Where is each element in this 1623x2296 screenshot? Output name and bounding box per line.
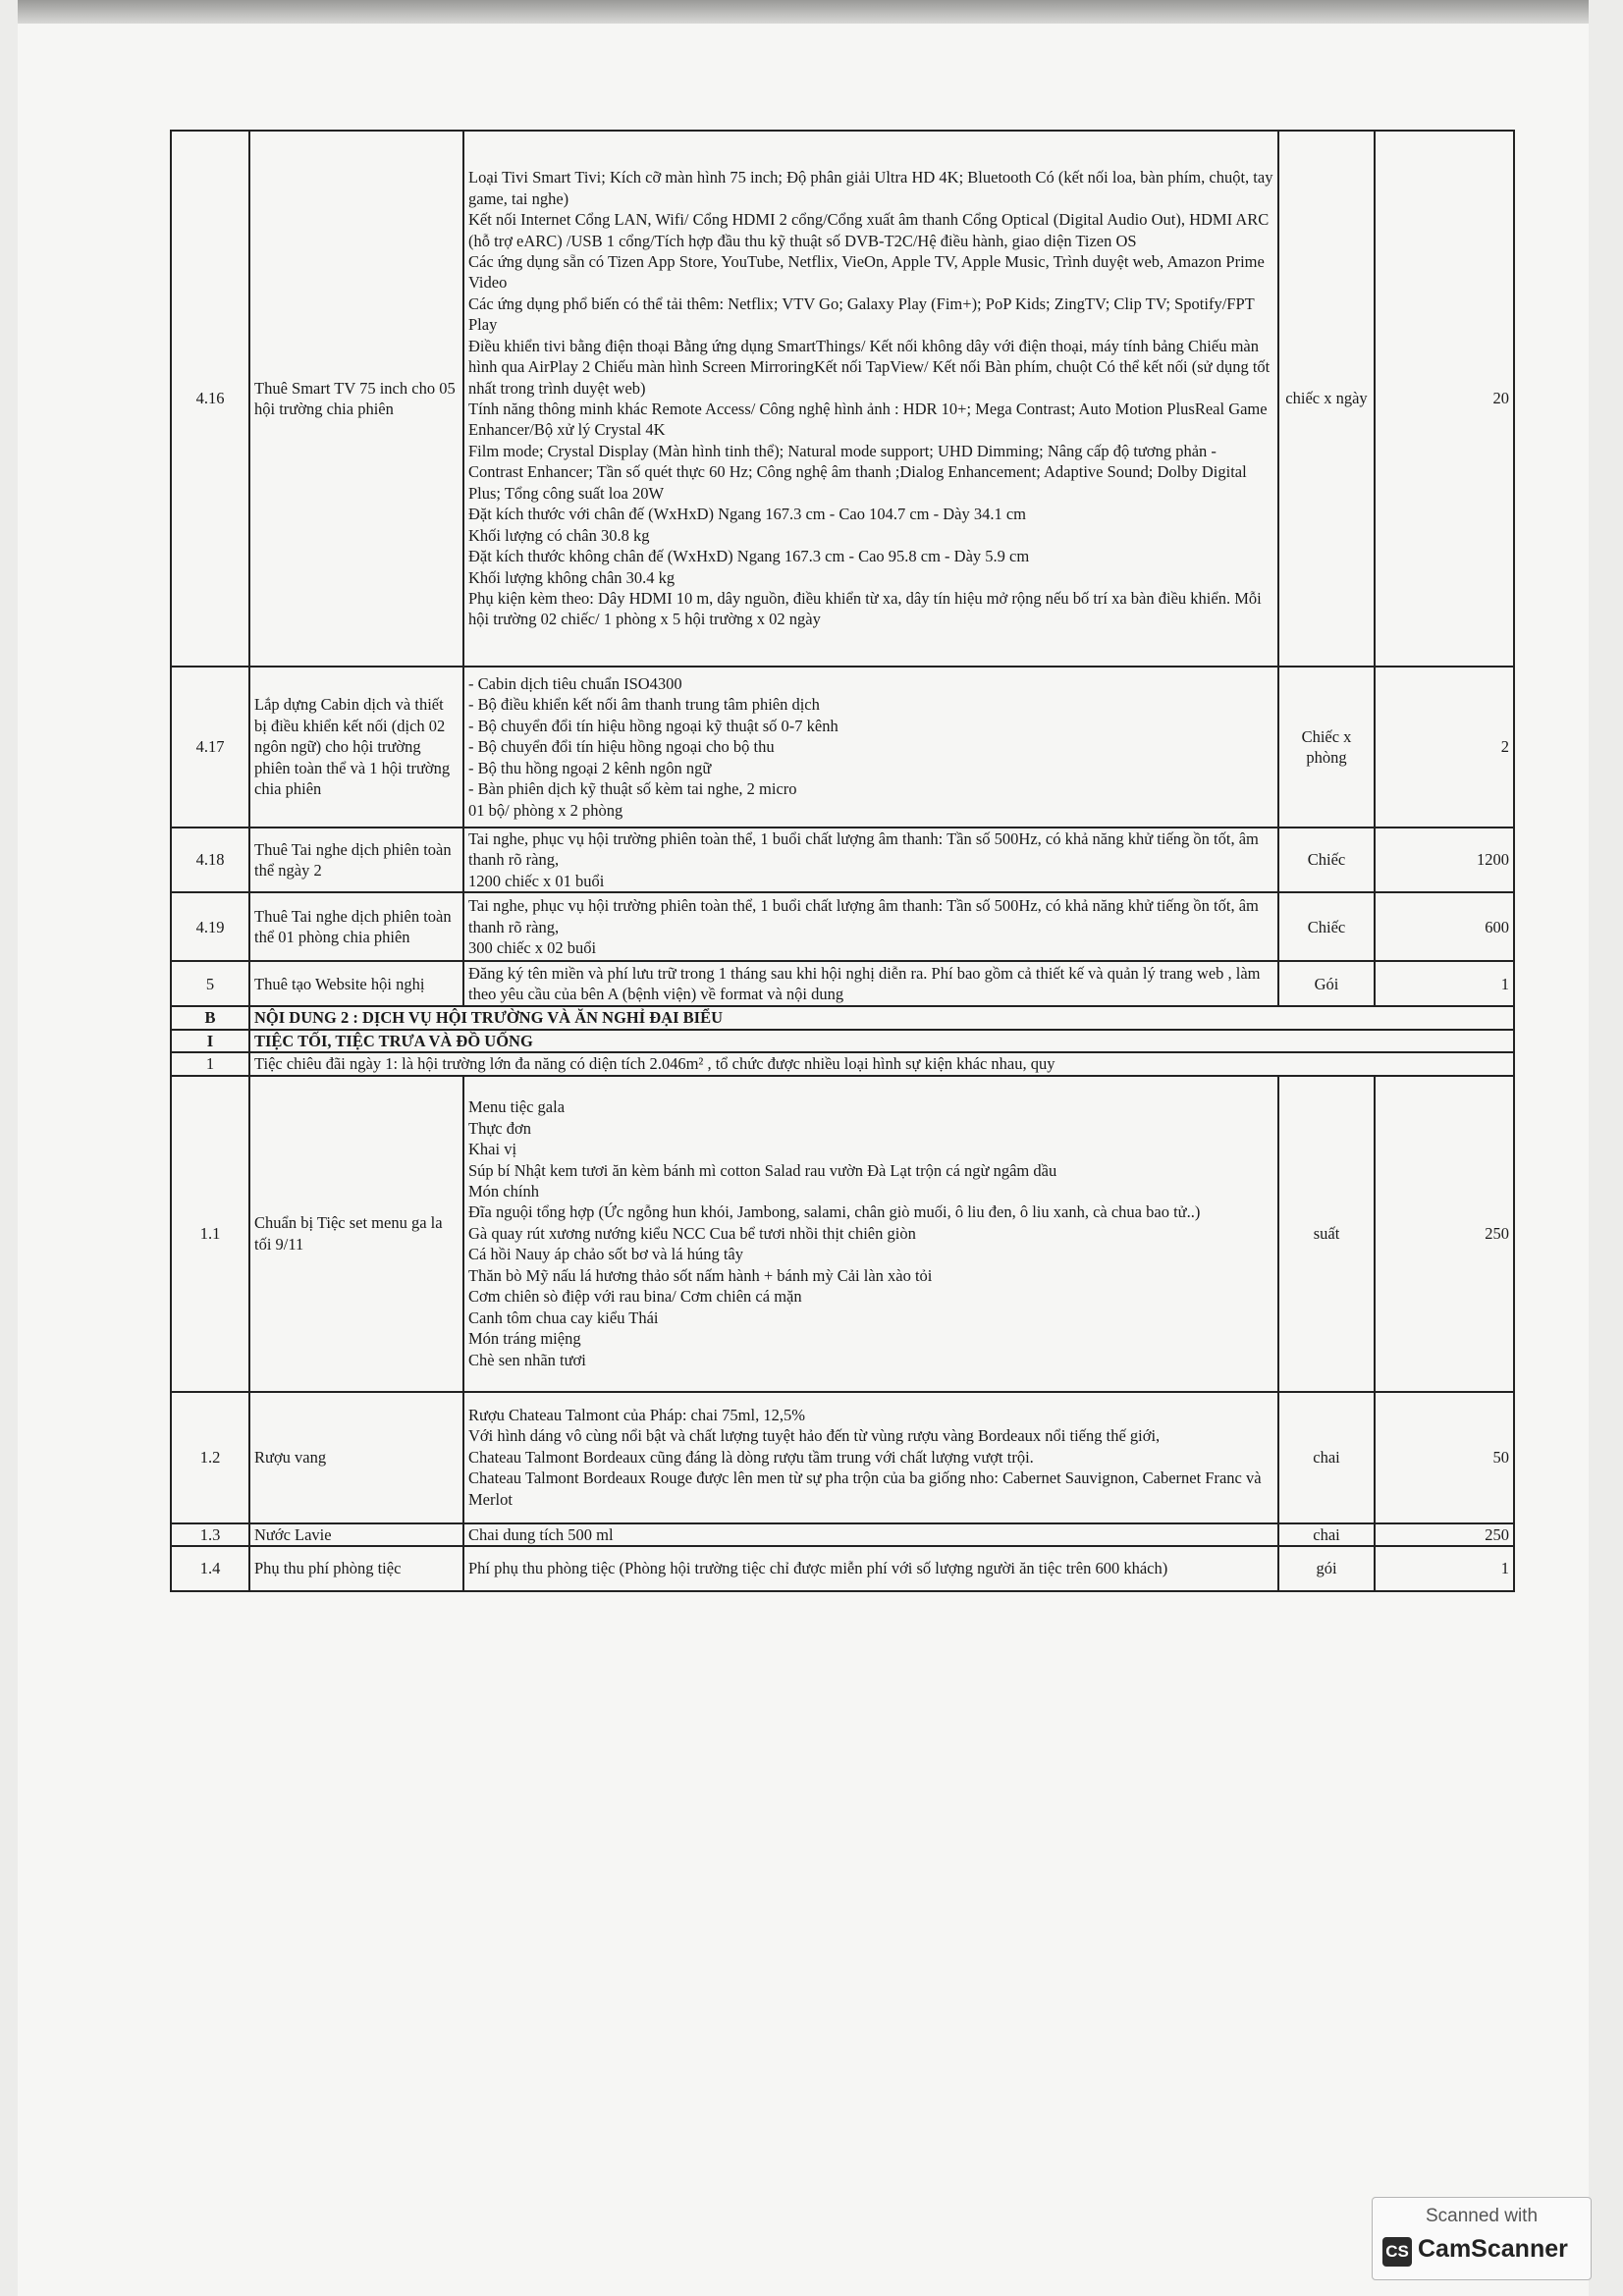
item-description [463,131,1278,667]
section-row [171,1052,1514,1075]
description-line: Chè sen nhãn tươi [468,1350,586,1369]
table-row [171,1546,1514,1591]
description-line: Đĩa nguội tổng hợp (Ức ngỗng hun khói, Jambong, salami, chân giò muối, ô liu đen, ô liu xanh, cà chua bao tử..) [468,1202,1201,1222]
watermark-caption: Scanned with [1425,2206,1539,2226]
item-name: Thuê Tai nghe dịch phiên toàn thể 01 phòng chia phiên [249,892,463,961]
description-line: Súp bí Nhật kem tươi ăn kèm bánh mì cotton Salad rau vườn Đà Lạt trộn cá ngừ ngâm dầu [468,1160,1057,1180]
item-number: 5 [171,961,249,1006]
item-quantity: 250 [1375,1523,1514,1546]
camscanner-logo-icon: CS [1382,2237,1412,2267]
item-description [463,828,1278,892]
description-line: Gà quay rút xương nướng kiểu NCC Cua bể tươi nhồi thịt chiên giòn [468,1223,916,1243]
item-unit: chai [1278,1523,1375,1546]
table-row [171,131,1514,667]
item-description [463,1546,1278,1591]
item-number: 4.16 [171,131,249,667]
item-number: 1.1 [171,1076,249,1392]
description-line: Các ứng dụng sẵn có Tizen App Store, YouTube, Netflix, VieOn, Apple TV, Apple Music, Trình duyệt web, Amazon Prime Video [468,251,1265,293]
item-description [463,892,1278,961]
section-number: B [171,1006,249,1029]
item-quantity: 2 [1375,667,1514,828]
item-name: Thuê Tai nghe dịch phiên toàn thể ngày 2 [249,828,463,892]
description-line: Loại Tivi Smart Tivi; Kích cỡ màn hình 75 inch; Độ phân giải Ultra HD 4K; Bluetooth Có (kết nối loa, bàn phím, chuột, tay game, tai nghe) [468,168,1273,208]
description-line: Cơm chiên sò điệp với rau bina/ Cơm chiên cá mặn [468,1287,802,1307]
description-line: Đặt kích thước với chân đế (WxHxD) Ngang 167.3 cm - Cao 104.7 cm - Dày 34.1 cm [468,505,1027,524]
item-unit: gói [1278,1546,1375,1591]
item-unit: chai [1278,1392,1375,1523]
description-line: Với hình dáng vô cùng nổi bật và chất lượng tuyệt hảo đến từ vùng rượu vàng Bordeaux nổi tiếng thế giới, [468,1426,1161,1446]
item-quantity: 1 [1375,1546,1514,1591]
description-line: Tai nghe, phục vụ hội trường phiên toàn thể, 1 buổi chất lượng âm thanh: Tần số 500Hz, có khả năng khử tiếng ồn tốt, âm thanh rõ ràng, [468,829,1259,870]
description-line: Chai dung tích 500 ml [468,1524,614,1544]
description-line: 300 chiếc x 02 buổi [468,938,597,958]
item-unit: chiếc x ngày [1278,131,1375,667]
item-number: 4.17 [171,667,249,828]
section-number: I [171,1030,249,1052]
description-line: Đăng ký tên miền và phí lưu trữ trong 1 tháng sau khi hội nghị diễn ra. Phí bao gồm cả thiết kế và quản lý trang web , làm theo yêu cầu của bên A (bệnh viện) về format và nội dung [468,963,1261,1004]
item-number: 4.19 [171,892,249,961]
description-line: - Cabin dịch tiêu chuẩn ISO4300 [468,673,682,693]
description-line: Canh tôm chua cay kiểu Thái [468,1308,659,1327]
item-quantity: 1 [1375,961,1514,1006]
item-quantity: 50 [1375,1392,1514,1523]
section-row [171,1006,1514,1029]
table-row [171,828,1514,892]
table-row [171,1076,1514,1392]
section-title: NỘI DUNG 2 : DỊCH VỤ HỘI TRƯỜNG VÀ ĂN NGHỈ ĐẠI BIỂU [249,1006,1514,1029]
item-name: Thuê tạo Website hội nghị [249,961,463,1006]
scan-top-edge [18,0,1589,24]
table-row [171,667,1514,828]
description-line: Khối lượng có chân 30.8 kg [468,525,650,545]
description-line: - Bộ điều khiển kết nối âm thanh trung tâm phiên dịch [468,695,820,715]
description-line: - Bộ thu hồng ngoại 2 kênh ngôn ngữ [468,758,712,777]
description-line: Thăn bò Mỹ nấu lá hương thảo sốt nấm hành + bánh mỳ Cải làn xào tỏi [468,1265,933,1285]
table-row [171,1523,1514,1546]
item-unit: suất [1278,1076,1375,1392]
item-description [463,1076,1278,1392]
description-line: Chateau Talmont Bordeaux Rouge được lên men từ sự pha trộn của ba giống nho: Cabernet Sauvignon, Cabernet Franc và Merlot [468,1468,1262,1509]
watermark-brand: CamScanner [1418,2235,1568,2263]
section-title: Tiệc chiêu đãi ngày 1: là hội trường lớn đa năng có diện tích 2.046m² , tổ chức được nhiều loại hình sự kiện khác nhau, quy [249,1052,1514,1075]
item-number: 4.18 [171,828,249,892]
item-unit: Chiếc [1278,892,1375,961]
item-description [463,961,1278,1006]
item-name: Lắp dựng Cabin dịch và thiết bị điều khiển kết nối (dịch 02 ngôn ngữ) cho hội trường phiên toàn thể và 1 hội trường chia phiên [249,667,463,828]
section-row [171,1030,1514,1052]
specification-table [170,130,1515,1592]
description-line: Món tráng miệng [468,1329,581,1349]
item-name: Thuê Smart TV 75 inch cho 05 hội trường chia phiên [249,131,463,667]
item-number: 1.3 [171,1523,249,1546]
section-title: TIỆC TỐI, TIỆC TRƯA VÀ ĐỒ UỐNG [249,1030,1514,1052]
item-description [463,1523,1278,1546]
table-row [171,892,1514,961]
item-description [463,667,1278,828]
item-name: Nước Lavie [249,1523,463,1546]
description-line: Điều khiển tivi bằng điện thoại Bằng ứng dụng SmartThings/ Kết nối không dây với điện thoại, máy tính bảng Chiếu màn hình qua AirPlay 2 Chiếu màn hình Screen MirroringKết nối TapView/ Kết nối Bàn phím, chuột Có thể kết nối (sử dụng tốt nhất trong trình duyệt web) [468,336,1271,398]
item-unit: Chiếc x phòng [1278,667,1375,828]
description-line: Đặt kích thước không chân đế (WxHxD) Ngang 167.3 cm - Cao 95.8 cm - Dày 5.9 cm [468,547,1030,566]
item-name: Chuẩn bị Tiệc set menu ga la tối 9/11 [249,1076,463,1392]
description-line: Cá hồi Nauy áp chảo sốt bơ và lá húng tây [468,1245,743,1264]
item-number: 1.2 [171,1392,249,1523]
item-quantity: 250 [1375,1076,1514,1392]
description-line: Các ứng dụng phổ biến có thể tải thêm: Netflix; VTV Go; Galaxy Play (Fim+); PoP Kids; ZingTV; Clip TV; Spotify/FPT Play [468,294,1255,335]
description-line: Chateau Talmont Bordeaux cũng đáng là dòng rượu tầm trung với chất lượng vượt trội. [468,1447,1034,1467]
scanned-page [18,0,1589,2296]
description-line: Kết nối Internet Cổng LAN, Wifi/ Cổng HDMI 2 cổng/Cổng xuất âm thanh Cổng Optical (Digital Audio Out), HDMI ARC (hỗ trợ eARC) /USB 1 cổng/Tích hợp đầu thu kỹ thuật số DVB-T2C/Hệ điều hành, giao diện Tizen OS [468,210,1270,250]
description-line: Món chính [468,1182,539,1201]
description-line: 01 bộ/ phòng x 2 phòng [468,800,623,820]
description-line: Rượu Chateau Talmont của Pháp: chai 75ml, 12,5% [468,1406,805,1425]
description-line: Khai vị [468,1140,517,1159]
description-line: 1200 chiếc x 01 buổi [468,871,605,890]
description-line: Tai nghe, phục vụ hội trường phiên toàn thể, 1 buổi chất lượng âm thanh: Tần số 500Hz, có khả năng khử tiếng ồn tốt, âm thanh rõ ràng, [468,896,1259,936]
section-number: 1 [171,1052,249,1075]
item-quantity: 20 [1375,131,1514,667]
item-unit: Gói [1278,961,1375,1006]
table-row [171,1392,1514,1523]
description-line: Tính năng thông minh khác Remote Access/ Công nghệ hình ảnh : HDR 10+; Mega Contrast; Auto Motion PlusReal Game Enhancer/Bộ xử lý Crystal 4K [468,400,1268,440]
description-line: Khối lượng không chân 30.4 kg [468,567,676,587]
item-description [463,1392,1278,1523]
item-name: Rượu vang [249,1392,463,1523]
description-line: Film mode; Crystal Display (Màn hình tinh thể); Natural mode support; UHD Dimming; Nâng cấp độ tương phản - Contrast Enhancer; Tần số quét thực 60 Hz; Công nghệ âm thanh ;Dialog Enhancement; Adaptive Sound; Dolby Digital Plus; Tổng công suất loa 20W [468,441,1247,503]
item-number: 1.4 [171,1546,249,1591]
description-line: Phụ kiện kèm theo: Dây HDMI 10 m, dây nguồn, điều khiển từ xa, dây tín hiệu mở rộng nếu bố trí xa bàn điều khiển. Mỗi hội trường 02 chiếc/ 1 phòng x 5 hội trường x 02 ngày [468,588,1262,629]
item-quantity: 600 [1375,892,1514,961]
camscanner-watermark [1372,2197,1592,2280]
description-line: - Bộ chuyển đổi tín hiệu hồng ngoại kỹ thuật số 0-7 kênh [468,716,839,735]
item-name: Phụ thu phí phòng tiệc [249,1546,463,1591]
description-line: - Bàn phiên dịch kỹ thuật số kèm tai nghe, 2 micro [468,779,797,799]
description-line: Thực đơn [468,1118,531,1138]
description-line: - Bộ chuyển đổi tín hiệu hồng ngoại cho bộ thu [468,737,775,757]
item-unit: Chiếc [1278,828,1375,892]
description-line: Menu tiệc gala [468,1097,566,1117]
item-quantity: 1200 [1375,828,1514,892]
table-row [171,961,1514,1006]
description-line: Phí phụ thu phòng tiệc (Phòng hội trường tiệc chỉ được miễn phí với số lượng người ăn tiệc trên 600 khách) [468,1559,1168,1578]
